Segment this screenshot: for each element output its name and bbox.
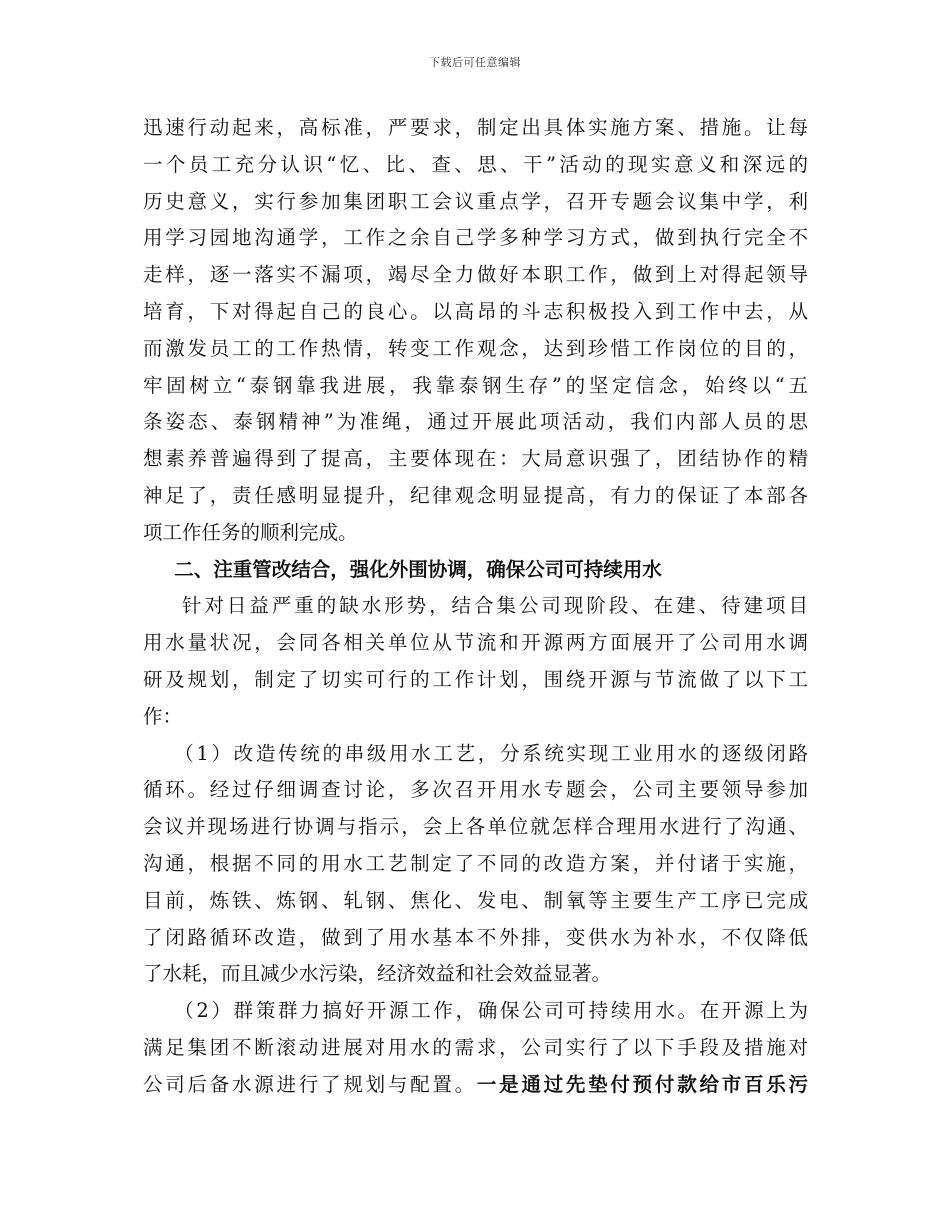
list-item-line: 会议并现场进行协调与指示，会上各单位就怎样合理用水进行了沟通、 (143, 815, 808, 839)
paragraph-line: 用学习园地沟通学，工作之余自己学多种学习方式，做到执行完全不 (143, 226, 808, 250)
paragraph-line: 作： (143, 704, 183, 728)
paragraph-line: 培育，下对得起自己的良心。以高昂的斗志积极投入到工作中去，从 (143, 299, 808, 323)
paragraph-line: 历史意义，实行参加集团职工会议重点学，召开专题会议集中学，利 (143, 189, 808, 213)
list-item-line: （1）改造传统的串级用水工艺，分系统实现工业用水的逐级闭路 (174, 741, 808, 765)
list-item-line: 满足集团不断滚动进展对用水的需求，公司实行了以下手段及措施对 (143, 1035, 808, 1059)
list-item-line: 了水耗，而且减少水污染，经济效益和社会效益显著。 (143, 962, 612, 986)
list-item-line: 循环。经过仔细调查讨论，多次召开用水专题会，公司主要领导参加 (143, 778, 808, 802)
paragraph-line: 迅速行动起来，高标准，严要求，制定出具体实施方案、措施。让每 (143, 116, 808, 139)
document-body (143, 110, 808, 1104)
section-heading: 二、注重管改结合，强化外围协调，确保公司可持续用水 (174, 557, 662, 581)
list-item-text: 公司后备水源进行了规划与配置。 (143, 1072, 477, 1096)
paragraph-line: 条姿态、泰钢精神”为准绳，通过开展此项活动，我们内部人员的思 (143, 410, 808, 434)
paragraph-line: 而激发员工的工作热情，转变工作观念，达到珍惜工作岗位的目的， (143, 336, 808, 360)
paragraph-line: 项工作任务的顺利完成。 (143, 520, 358, 544)
page-header: 下载后可任意编辑 (429, 56, 521, 69)
paragraph-line: 一个员工充分认识“忆、比、查、思、干”活动的现实意义和深远的 (143, 152, 808, 176)
list-item-line: （2）群策群力搞好开源工作，确保公司可持续用水。在开源上为 (174, 999, 808, 1023)
paragraph-line: 想素养普遍得到了提高，主要体现在：大局意识强了，团结协作的精 (143, 447, 808, 471)
list-item-line: 沟通，根据不同的用水工艺制定了不同的改造方案，并付诸于实施， (143, 851, 808, 875)
list-item-line (143, 1067, 808, 1104)
paragraph-line: 牢固树立“泰钢靠我进展，我靠泰钢生存”的坚定信念，始终以“五 (143, 373, 808, 397)
paragraph-line: 研及规划，制定了切实可行的工作计划，围绕开源与节流做了以下工 (143, 667, 808, 691)
list-item-line: 了闭路循环改造，做到了用水基本不外排，变供水为补水，不仅降低 (143, 925, 808, 949)
list-item-line: 目前，炼铁、炼钢、轧钢、焦化、发电、制氧等主要生产工序已完成 (143, 888, 808, 912)
emphasized-text: 一是通过先垫付预付款给市百乐污 (476, 1072, 808, 1096)
paragraph-line: 走样，逐一落实不漏项，竭尽全力做好本职工作，做到上对得起领导 (143, 263, 808, 287)
paragraph-line: 用水量状况，会同各相关单位从节流和开源两方面展开了公司用水调 (143, 631, 808, 655)
paragraph-line: 针对日益严重的缺水形势，结合集公司现阶段、在建、待建项目 (182, 594, 808, 618)
paragraph-line: 神足了，责任感明显提升，纪律观念明显提高，有力的保证了本部各 (143, 483, 808, 507)
